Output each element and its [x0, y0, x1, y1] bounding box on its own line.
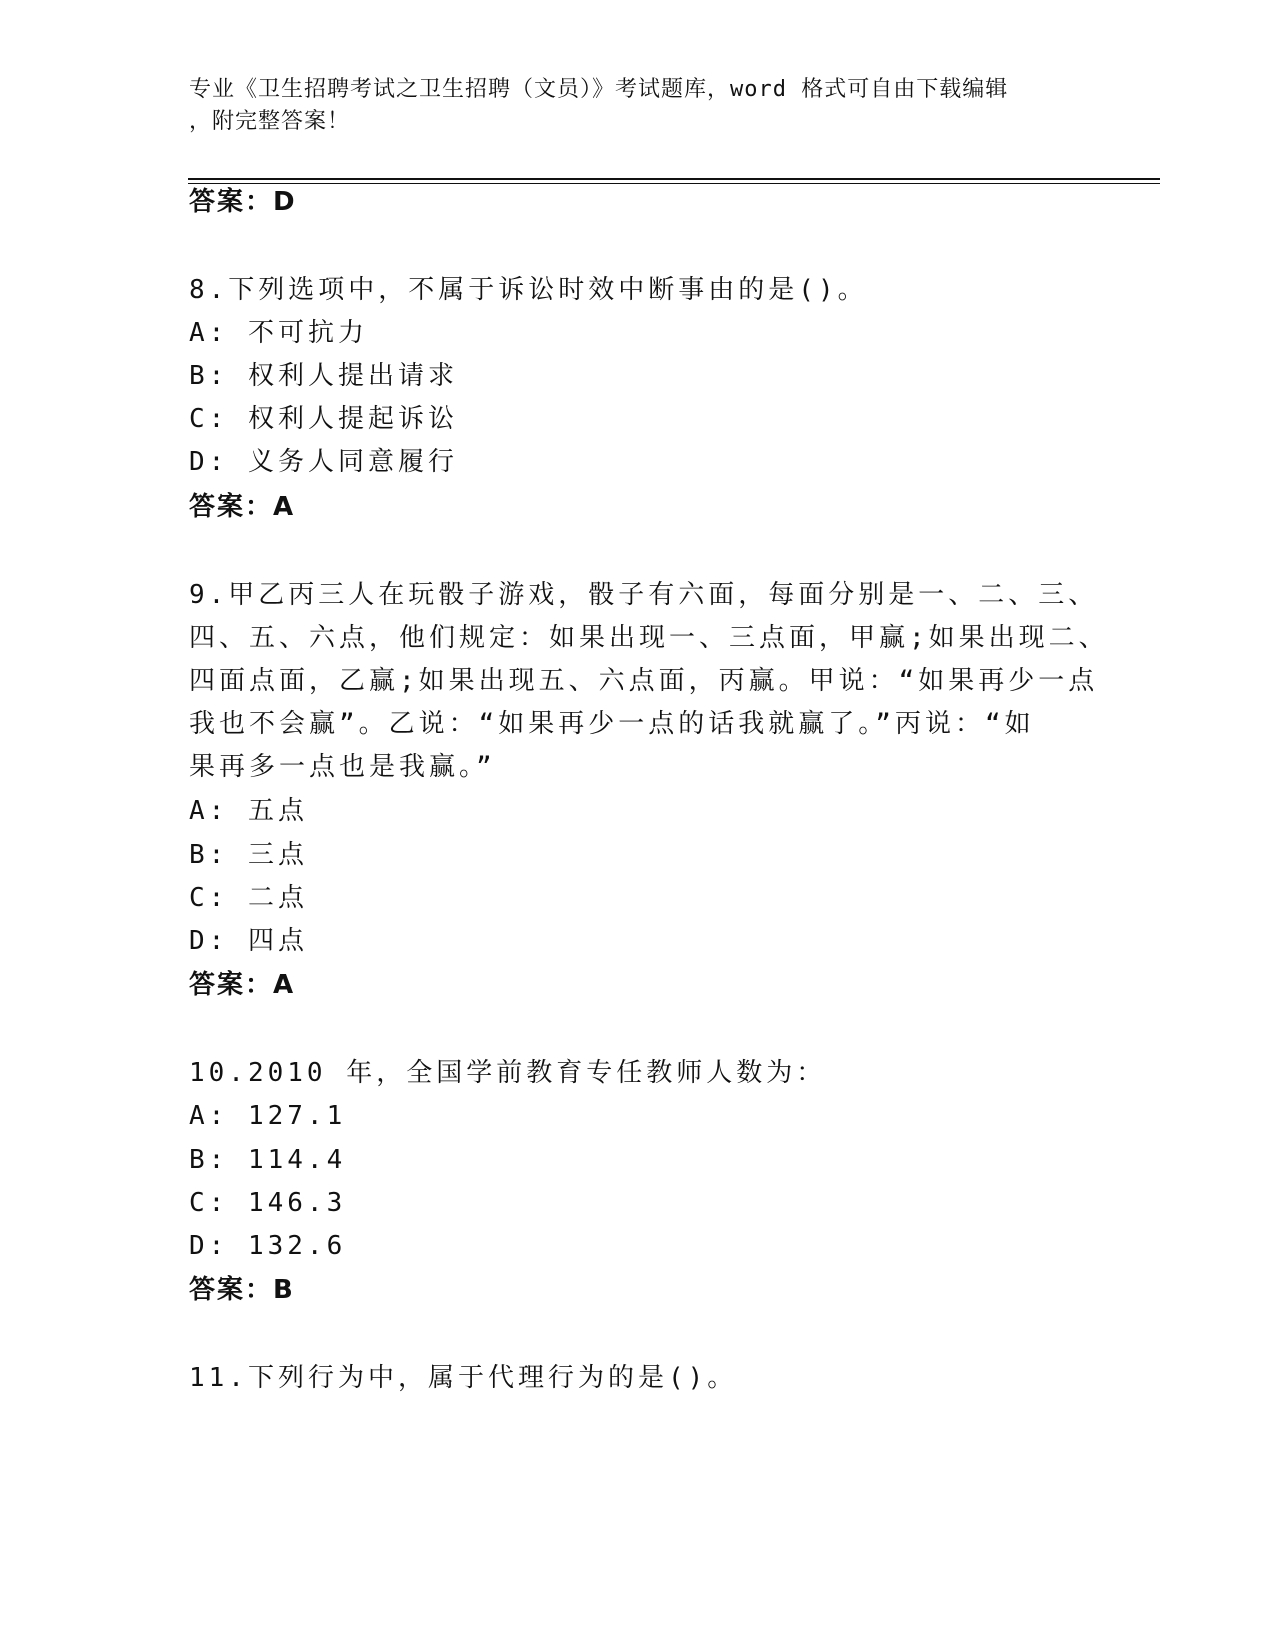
question-8-option-d: D: 义务人同意履行 [189, 447, 458, 477]
header-line-1: 专业《卫生招聘考试之卫生招聘（文员）》考试题库，word 格式可自由下载编辑 [189, 77, 1009, 102]
header-divider-thin [188, 183, 1160, 184]
question-11-stem: 11.下列行为中，属于代理行为的是()。 [189, 1363, 738, 1393]
question-9-stem-line-1: 9.甲乙丙三人在玩骰子游戏，骰子有六面，每面分别是一、二、三、 [189, 580, 1099, 610]
question-9-option-c: C: 二点 [189, 883, 308, 913]
question-8-option-b: B: 权利人提出请求 [189, 361, 458, 391]
question-9-stem-line-5: 果再多一点也是我赢。” [189, 752, 496, 782]
question-8-stem: 8.下列选项中，不属于诉讼时效中断事由的是()。 [189, 275, 868, 305]
question-10-option-d: D: 132.6 [189, 1231, 347, 1261]
question-8-option-c: C: 权利人提起诉讼 [189, 404, 458, 434]
question-10-option-c: C: 146.3 [189, 1188, 347, 1218]
question-10-option-b: B: 114.4 [189, 1145, 347, 1175]
question-9-option-b: B: 三点 [189, 840, 308, 870]
question-9-answer: 答案：A [189, 970, 296, 1000]
header-line-2: ，附完整答案！ [189, 109, 351, 134]
question-9-option-a: A: 五点 [189, 796, 308, 826]
question-9-stem-line-2: 四、五、六点，他们规定：如果出现一、三点面，甲赢;如果出现二、 [189, 623, 1109, 653]
question-10-answer: 答案：B [189, 1275, 295, 1305]
question-10-stem: 10.2010 年，全国学前教育专任教师人数为： [189, 1058, 827, 1088]
question-8-answer: 答案：A [189, 492, 296, 522]
question-9-option-d: D: 四点 [189, 926, 308, 956]
question-8-option-a: A: 不可抗力 [189, 318, 368, 348]
question-9-stem-line-4: 我也不会赢”。乙说：“如果再少一点的话我就赢了。”丙说：“如 [189, 709, 1035, 739]
question-10-option-a: A: 127.1 [189, 1101, 347, 1131]
question-9-stem-line-3: 四面点面，乙赢;如果出现五、六点面，丙赢。甲说：“如果再少一点 [189, 666, 1099, 696]
page-header [189, 74, 1089, 138]
header-divider-thick [188, 178, 1160, 180]
previous-answer: 答案：D [189, 187, 297, 217]
